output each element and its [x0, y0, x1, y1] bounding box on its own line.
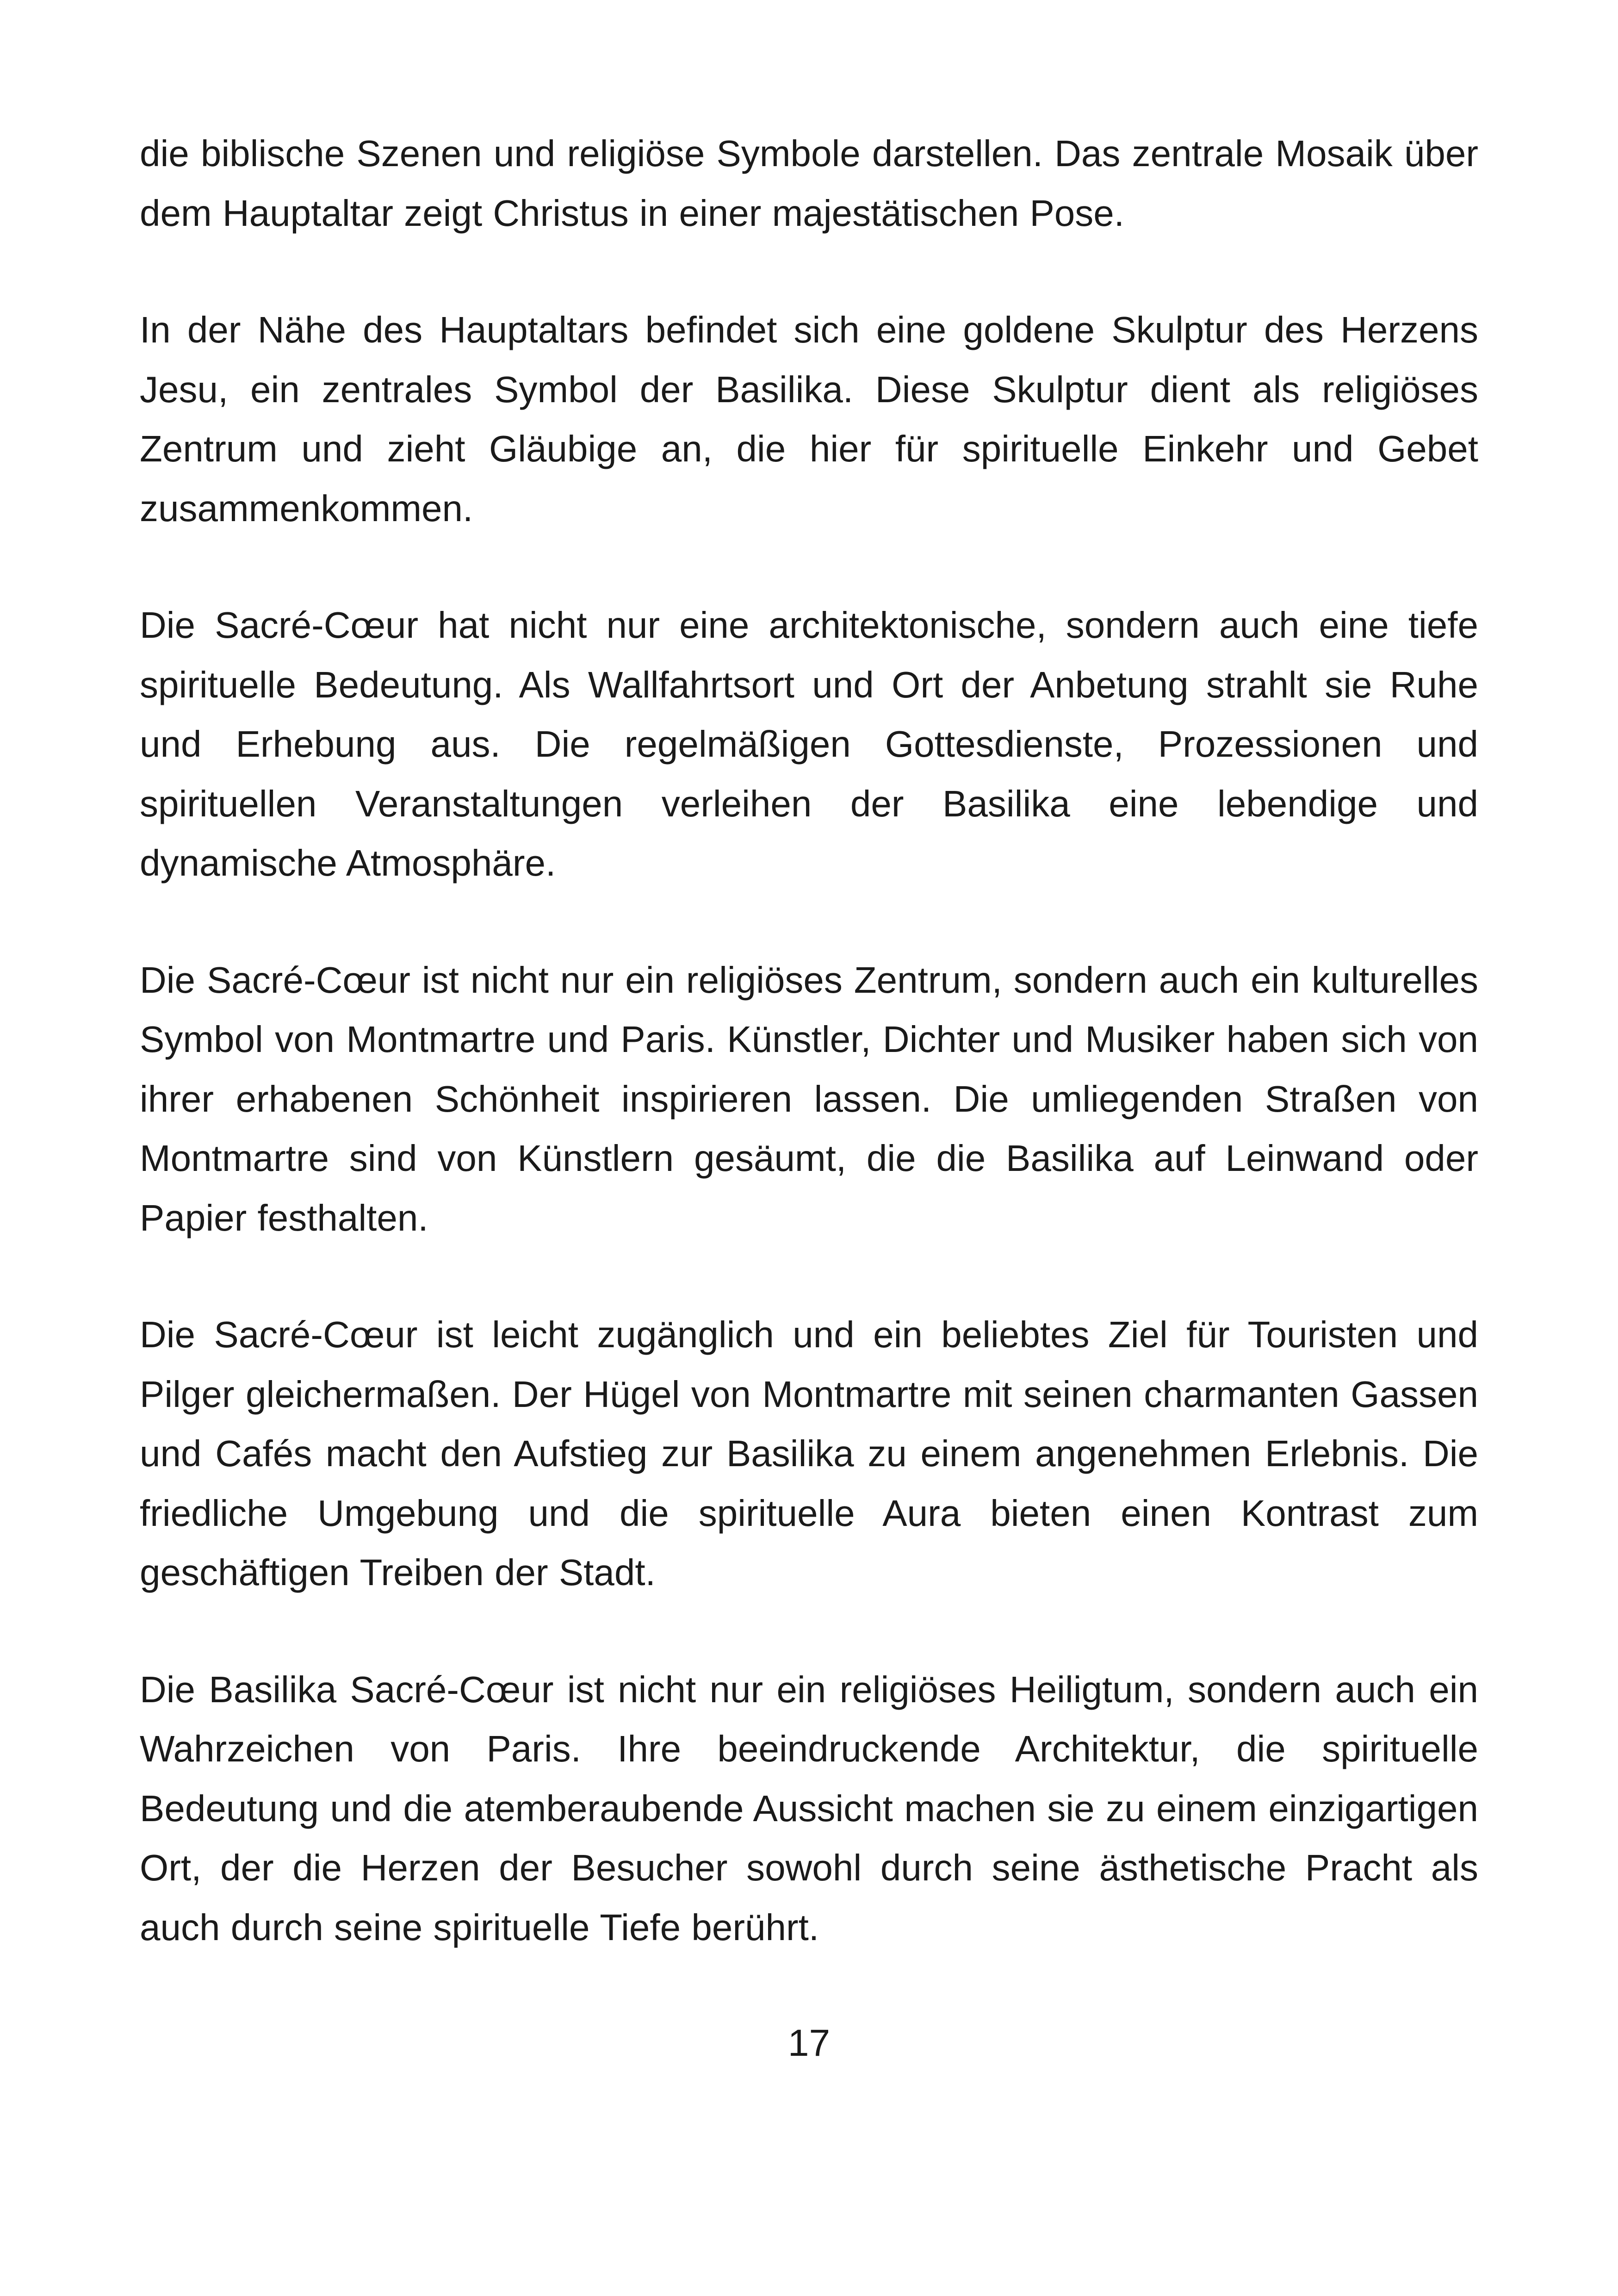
paragraph-4: Die Sacré-Cœur ist nicht nur ein religiöses Zentrum, sondern auch ein kulturelles Symbol von Montmartre und Paris. Künstler, Dichter und Musiker haben sich von ihrer erhabenen Schönheit inspirieren lassen. Die umliegenden Straßen von Montmartre sind von Künstlern gesäumt, die die Basilika auf Leinwand oder Papier festhalten.: [140, 959, 1478, 1238]
paragraph-1: die biblische Szenen und religiöse Symbole darstellen. Das zentrale Mosaik über dem Hauptaltar zeigt Christus in einer majestätischen Pose.: [140, 133, 1478, 234]
paragraph-3: Die Sacré-Cœur hat nicht nur eine architektonische, sondern auch eine tiefe spirituelle Bedeutung. Als Wallfahrtsort und Ort der Anbetung strahlt sie Ruhe und Erhebung aus. Die regelmäßigen Gottesdienste, Prozessionen und spirituellen Veranstaltungen verleihen der Basilika eine lebendige und dynamische Atmosphäre.: [140, 604, 1478, 884]
paragraph-5: Die Sacré-Cœur ist leicht zugänglich und ein beliebtes Ziel für Touristen und Pilger gleichermaßen. Der Hügel von Montmartre mit seinen charmanten Gassen und Cafés macht den Aufstieg zur Basilika zu einem angenehmen Erlebnis. Die friedliche Umgebung und die spirituelle Aura bieten einen Kontrast zum geschäftigen Treiben der Stadt.: [140, 1314, 1478, 1593]
paragraph-2: In der Nähe des Hauptaltars befindet sich eine goldene Skulptur des Herzens Jesu, ein zentrales Symbol der Basilika. Diese Skulptur dient als religiöses Zentrum und zieht Gläubige an, die hier für spirituelle Einkehr und Gebet zusammenkommen.: [140, 309, 1478, 529]
document-page: [140, 124, 1478, 2015]
paragraph-6: Die Basilika Sacré-Cœur ist nicht nur ein religiöses Heiligtum, sondern auch ein Wahrzeichen von Paris. Ihre beeindruckende Architektur, die spirituelle Bedeutung und die atemberaubende Aussicht machen sie zu einem einzigartigen Ort, der die Herzen der Besucher sowohl durch seine ästhetische Pracht als auch durch seine spirituelle Tiefe berührt.: [140, 1668, 1478, 1948]
page-number: 17: [787, 2022, 831, 2064]
